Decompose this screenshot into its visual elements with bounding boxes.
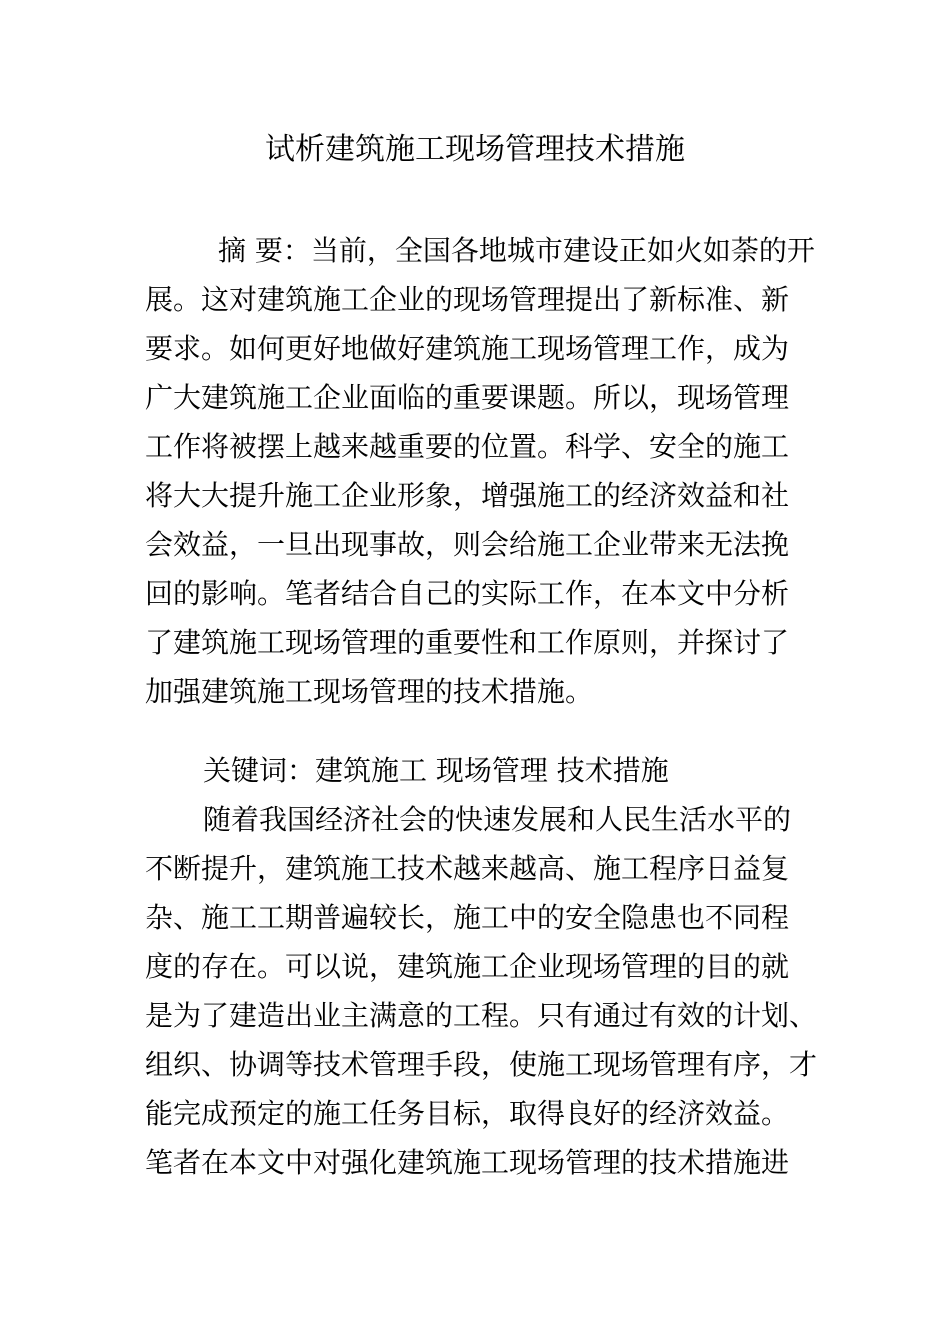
abstract-line: 了建筑施工现场管理的重要性和工作原则，并探讨了 [145, 626, 790, 659]
abstract-line: 展。这对建筑施工企业的现场管理提出了新标准、新 [145, 283, 790, 316]
body-line: 杂、施工工期普遍较长，施工中的安全隐患也不同程 [145, 901, 790, 934]
abstract-line: 摘 要：当前，全国各地城市建设正如火如荼的开 [218, 234, 815, 267]
body-line: 度的存在。可以说，建筑施工企业现场管理的目的就 [145, 950, 790, 983]
abstract-line: 会效益，一旦出现事故，则会给施工企业带来无法挽 [145, 528, 790, 561]
abstract-line: 工作将被摆上越来越重要的位置。科学、安全的施工 [145, 430, 790, 463]
body-line: 能完成预定的施工任务目标，取得良好的经济效益。 [145, 1097, 790, 1130]
body-line: 随着我国经济社会的快速发展和人民生活水平的 [203, 803, 792, 836]
abstract-line: 回的影响。笔者结合自己的实际工作，在本文中分析 [145, 577, 790, 610]
keywords-line: 关键词：建筑施工 现场管理 技术措施 [203, 754, 669, 787]
abstract-line: 要求。如何更好地做好建筑施工现场管理工作，成为 [145, 332, 790, 365]
abstract-line: 加强建筑施工现场管理的技术措施。 [145, 675, 594, 708]
body-line: 笔者在本文中对强化建筑施工现场管理的技术措施进 [145, 1146, 790, 1179]
abstract-line: 将大大提升施工企业形象，增强施工的经济效益和社 [145, 479, 790, 512]
abstract-line: 广大建筑施工企业面临的重要课题。所以，现场管理 [145, 381, 790, 414]
body-line: 组织、协调等技术管理手段，使施工现场管理有序，才 [145, 1048, 818, 1081]
body-line: 不断提升，建筑施工技术越来越高、施工程序日益复 [145, 852, 790, 885]
body-line: 是为了建造出业主满意的工程。只有通过有效的计划、 [145, 999, 818, 1032]
document-title: 试析建筑施工现场管理技术措施 [265, 132, 685, 167]
